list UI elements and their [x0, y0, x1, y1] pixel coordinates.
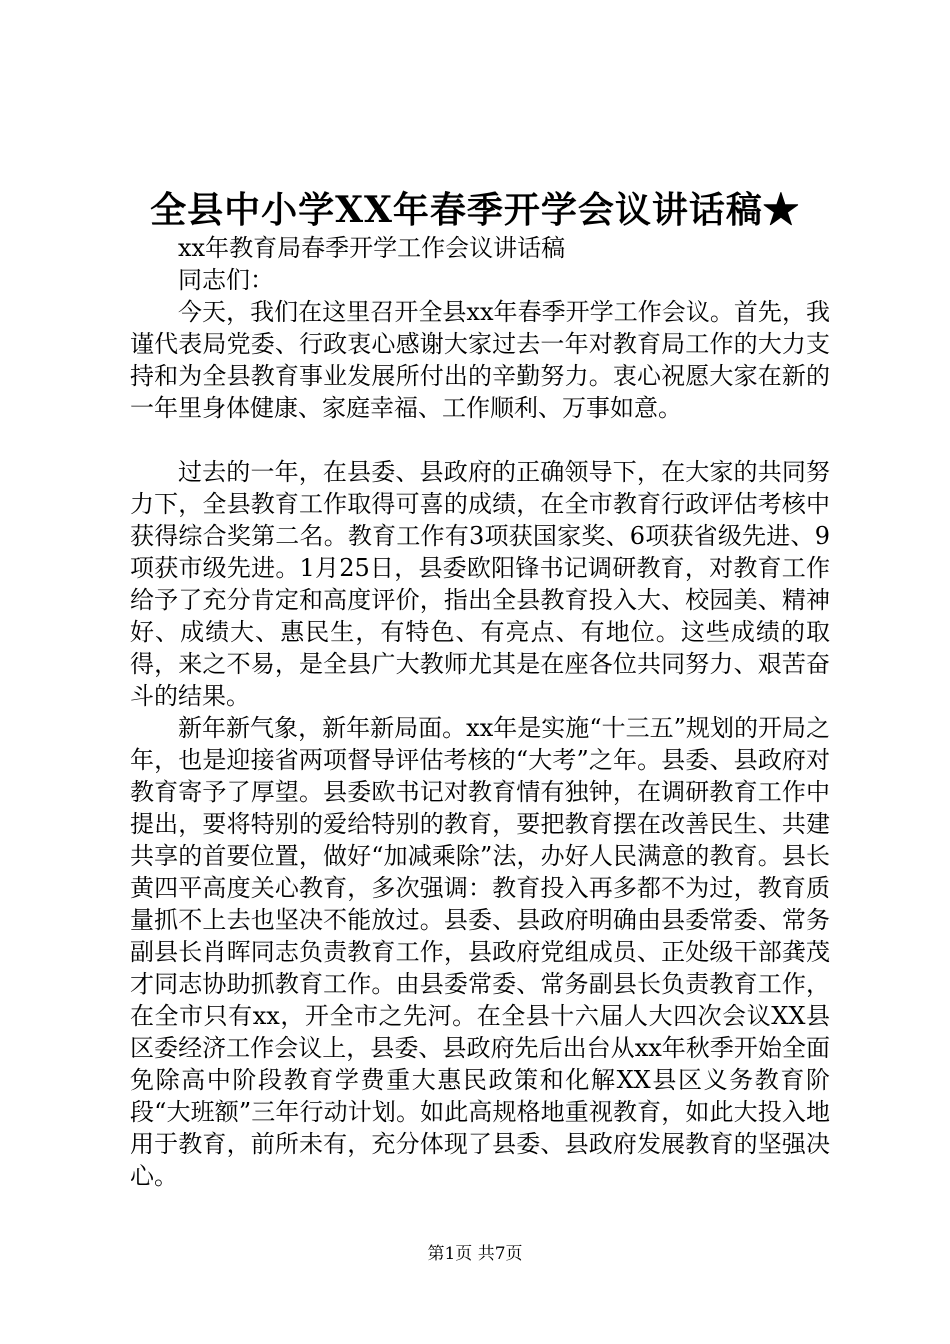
document-body: [130, 232, 830, 1192]
paragraph-new-year: 新年新气象，新年新局面。xx年是实施“十三五”规划的开局之年，也是迎接省两项督导评估考核的“大考”之年。县委、县政府对教育寄予了厚望。县委欧书记对教育情有独钟，在调研教育工作中提出，要将特别的爱给特别的教育，要把教育摆在改善民生、共建共享的首要位置，做好“加减乘除”法，办好人民满意的教育。县长黄四平高度关心教育，多次强调：教育投入再多都不为过，教育质量抓不上去也坚决不能放过。县委、县政府明确由县委常委、常务副县长肖晖同志负责教育工作，县政府党组成员、正处级干部龚茂才同志协助抓教育工作。由县委常委、常务副县长负责教育工作，在全市只有xx，开全市之先河。在全县十六届人大四次会议XX县区委经济工作会议上，县委、县政府先后出台从xx年秋季开始全面免除高中阶段教育学费重大惠民政策和化解XX县区义务教育阶段“大班额”三年行动计划。如此高规格地重视教育，如此大投入地用于教育，前所未有，充分体现了县委、县政府发展教育的坚强决心。: [130, 714, 830, 1190]
document-subtitle: xx年教育局春季开学工作会议讲话稿: [178, 234, 566, 262]
paragraph-achievements: 过去的一年，在县委、县政府的正确领导下，在大家的共同努力下，全县教育工作取得可喜的成绩，在全市教育行政评估考核中获得综合奖第二名。教育工作有3项获国家奖、6项获省级先进、9项获市级先进。1月25日，县委欧阳锋书记调研教育，对教育工作给予了充分肯定和高度评价，指出全县教育投入大、校园美、精神好、成绩大、惠民生，有特色、有亮点、有地位。这些成绩的取得，来之不易，是全县广大教师尤其是在座各位共同努力、艰苦奋斗的结果。: [130, 458, 830, 710]
document-title: 全县中小学XX年春季开学会议讲话稿★: [150, 189, 800, 231]
page-number: 第1页 共7页: [427, 1244, 523, 1264]
salutation: 同志们：: [178, 266, 274, 294]
paragraph-opening: 今天，我们在这里召开全县xx年春季开学工作会议。首先，我谨代表局党委、行政衷心感谢大家过去一年对教育局工作的大力支持和为全县教育事业发展所付出的辛勤努力。衷心祝愿大家在新的一年里身体健康、家庭幸福、工作顺利、万事如意。: [130, 298, 830, 422]
paragraph-spacer: [130, 424, 830, 456]
